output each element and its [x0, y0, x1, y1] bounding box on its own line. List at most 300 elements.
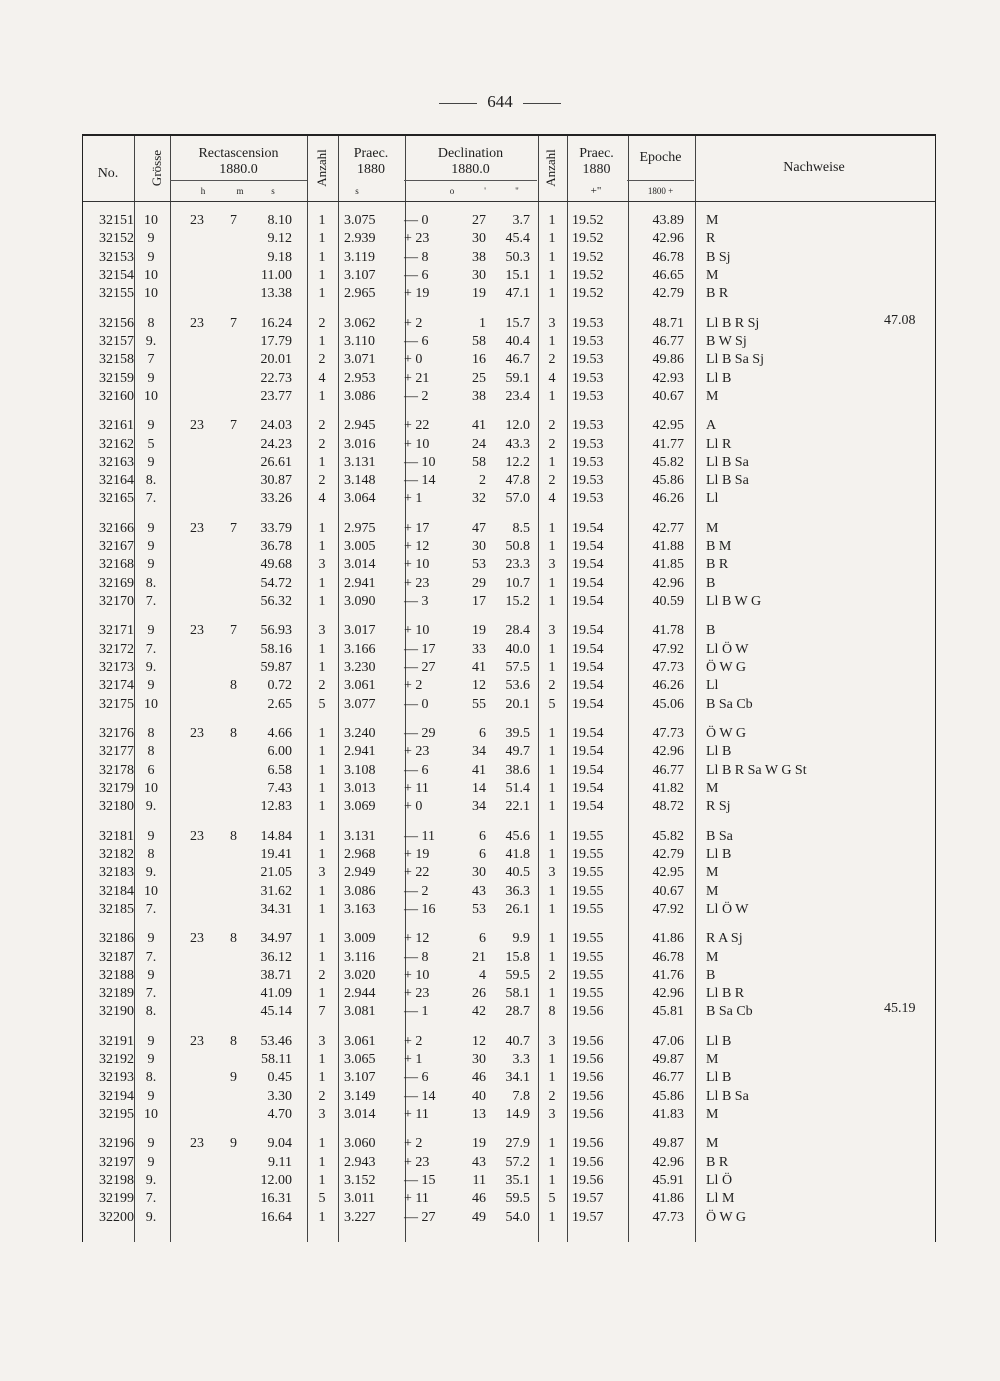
header-decl-sec: "	[515, 186, 519, 196]
cell-groesse: 8.	[145, 1004, 157, 1020]
table-row	[0, 1172, 1000, 1190]
cell-praec: 2.944	[344, 986, 376, 1002]
cell-decl-min: 16	[472, 352, 486, 368]
cell-groesse: 5	[147, 436, 155, 452]
cell-ra-m: 7	[230, 520, 237, 536]
cell-decl-sec: 35.1	[505, 1173, 530, 1188]
cell-decl-min: 46	[472, 1070, 486, 1086]
cell-decl-min: 19	[472, 286, 486, 302]
cell-praec: 3.061	[344, 1033, 376, 1049]
cell-decl-min: 40	[472, 1088, 486, 1104]
cell-praec: 3.131	[344, 454, 376, 470]
cell-ra-s: 9.18	[267, 249, 292, 265]
table-row	[0, 212, 1000, 230]
cell-decl-sec: 59.5	[505, 967, 530, 983]
cell-decl-deg: — 29	[404, 726, 436, 741]
cell-groesse: 9	[147, 370, 155, 386]
table-row	[0, 333, 1000, 351]
cell-groesse: 9	[147, 1136, 155, 1152]
cell-praec: 3.061	[344, 678, 376, 694]
cell-decl-deg: — 11	[404, 828, 435, 844]
cell-ra-s: 9.11	[268, 1154, 292, 1170]
cell-praec: 3.086	[344, 883, 376, 899]
cell-no: 32162	[99, 436, 134, 452]
table-row	[0, 1003, 1000, 1021]
cell-decl-min: 33	[472, 641, 486, 657]
table-row	[0, 490, 1000, 508]
cell-anzahl2: 3	[548, 315, 556, 331]
cell-epoche: 42.96	[652, 575, 684, 591]
cell-praec2: 19.54	[572, 799, 604, 815]
cell-nachweise: B Sa Cb	[706, 1004, 753, 1020]
cell-anzahl2: 1	[548, 249, 556, 265]
cell-no: 32181	[99, 828, 134, 844]
cell-praec2: 19.56	[572, 1154, 604, 1170]
cell-anzahl: 1	[318, 267, 326, 283]
cell-decl-min: 30	[472, 267, 486, 283]
cell-anzahl2: 1	[548, 949, 556, 965]
cell-decl-deg: — 2	[404, 388, 429, 404]
cell-groesse: 9	[147, 967, 155, 983]
cell-anzahl: 2	[318, 678, 326, 694]
header-epoche-unit: 1800 +	[647, 186, 674, 196]
cell-decl-deg: — 6	[404, 762, 429, 778]
cell-anzahl2: 1	[548, 883, 556, 899]
cell-epoche: 43.89	[652, 213, 684, 228]
cell-anzahl2: 1	[548, 454, 556, 470]
cell-praec2: 19.52	[572, 267, 604, 283]
cell-ra-s: 17.79	[260, 333, 292, 349]
cell-decl-min: 19	[472, 623, 486, 639]
cell-decl-sec: 26.1	[505, 901, 530, 917]
cell-decl-sec: 51.4	[505, 780, 530, 796]
cell-praec2: 19.53	[572, 333, 604, 349]
cell-no: 32184	[99, 883, 134, 899]
cell-nachweise: Ll B R Sa W G St	[706, 762, 807, 778]
cell-groesse: 9	[147, 623, 155, 639]
cell-no: 32200	[99, 1209, 134, 1225]
cell-decl-sec: 10.7	[505, 575, 530, 591]
cell-decl-sec: 40.5	[505, 865, 530, 881]
cell-anzahl: 1	[318, 231, 326, 247]
cell-praec: 3.240	[344, 726, 376, 741]
cell-epoche: 49.86	[652, 352, 684, 368]
header-decl-epoch: 1880.0	[451, 162, 490, 177]
cell-nachweise: M	[706, 267, 719, 283]
cell-praec2: 19.54	[572, 557, 604, 573]
cell-ra-h: 23	[190, 418, 204, 434]
cell-anzahl: 1	[318, 286, 326, 302]
cell-nachweise: R	[706, 231, 716, 247]
page-number: 644	[0, 92, 1000, 112]
cell-nachweise: B R	[706, 286, 729, 302]
cell-ra-s: 49.68	[260, 557, 292, 573]
cell-decl-sec: 12.0	[505, 418, 530, 434]
header-anzahl-2: Anzahl	[543, 149, 558, 187]
cell-decl-sec: 57.5	[505, 660, 530, 675]
cell-groesse: 10	[144, 780, 158, 796]
cell-anzahl2: 1	[548, 594, 556, 609]
cell-decl-sec: 27.9	[505, 1136, 530, 1152]
cell-praec2: 19.54	[572, 780, 604, 796]
cell-praec: 3.116	[344, 949, 375, 965]
table-row	[0, 556, 1000, 574]
cell-praec: 2.939	[344, 231, 376, 247]
cell-epoche: 46.77	[652, 762, 684, 778]
cell-ra-s: 58.11	[261, 1052, 292, 1068]
table-row	[0, 985, 1000, 1003]
cell-ra-s: 6.58	[267, 762, 292, 778]
header-ra-title: Rectascension	[198, 146, 279, 161]
cell-epoche: 45.86	[652, 1088, 684, 1104]
cell-anzahl: 1	[318, 333, 326, 349]
header-groesse: Grösse	[149, 149, 164, 187]
cell-anzahl2: 1	[548, 931, 556, 947]
cell-no: 32154	[99, 267, 134, 283]
cell-groesse: 9	[147, 231, 155, 247]
table-row	[0, 593, 1000, 611]
cell-anzahl: 5	[318, 1191, 326, 1207]
cell-groesse: 7.	[145, 491, 157, 507]
cell-ra-s: 4.70	[267, 1107, 292, 1122]
cell-decl-deg: — 16	[404, 901, 436, 917]
cell-praec2: 19.54	[572, 594, 604, 609]
cell-no: 32197	[99, 1154, 134, 1170]
cell-anzahl2: 2	[548, 473, 556, 489]
cell-groesse: 7.	[145, 641, 157, 657]
cell-ra-s: 9.04	[267, 1136, 292, 1152]
cell-praec2: 19.54	[572, 539, 604, 555]
cell-nachweise: B Sj	[706, 249, 731, 265]
cell-epoche: 46.78	[652, 949, 684, 965]
cell-decl-deg: — 14	[404, 1088, 436, 1104]
cell-decl-deg: — 10	[404, 454, 436, 470]
cell-praec: 3.016	[344, 436, 376, 452]
cell-decl-sec: 7.8	[512, 1088, 530, 1104]
cell-decl-min: 21	[472, 949, 486, 965]
cell-no: 32174	[99, 678, 134, 694]
table-row	[0, 230, 1000, 248]
cell-anzahl: 4	[318, 491, 326, 507]
cell-groesse: 9	[147, 931, 155, 947]
header-ra-h: h	[200, 186, 206, 196]
cell-praec: 3.014	[344, 557, 376, 573]
cell-nachweise: M	[706, 1052, 719, 1068]
cell-no: 32156	[99, 315, 134, 331]
cell-praec2: 19.54	[572, 762, 604, 778]
table-row	[0, 538, 1000, 556]
cell-praec2: 19.55	[572, 828, 604, 844]
table-row	[0, 1190, 1000, 1208]
cell-praec: 3.081	[344, 1004, 376, 1020]
cell-anzahl: 1	[318, 1173, 326, 1188]
cell-nachweise: Ö W G	[706, 726, 746, 741]
cell-praec: 3.011	[344, 1191, 375, 1207]
cell-decl-deg: + 19	[404, 286, 430, 302]
cell-anzahl2: 1	[548, 799, 556, 815]
cell-praec2: 19.56	[572, 1052, 604, 1068]
cell-anzahl2: 3	[548, 865, 556, 881]
cell-praec2: 19.54	[572, 678, 604, 694]
cell-decl-sec: 15.8	[505, 949, 530, 965]
table-row	[0, 351, 1000, 369]
cell-anzahl2: 1	[548, 520, 556, 536]
cell-decl-deg: + 23	[404, 575, 430, 591]
cell-decl-deg: + 23	[404, 231, 430, 247]
cell-anzahl2: 3	[548, 1107, 556, 1122]
cell-nachweise: Ll	[706, 678, 719, 694]
cell-decl-min: 34	[472, 799, 486, 815]
cell-decl-deg: + 11	[404, 780, 429, 796]
cell-decl-min: 6	[479, 846, 486, 862]
cell-decl-sec: 38.6	[505, 762, 530, 778]
cell-nachweise: Ll Ö	[706, 1173, 733, 1188]
cell-praec2: 19.55	[572, 846, 604, 862]
cell-praec2: 19.55	[572, 986, 604, 1002]
cell-praec: 3.086	[344, 388, 376, 404]
cell-praec: 3.060	[344, 1136, 376, 1152]
cell-ra-s: 12.00	[260, 1173, 292, 1188]
cell-anzahl2: 4	[548, 370, 556, 386]
cell-decl-deg: — 14	[404, 473, 436, 489]
cell-decl-sec: 39.5	[505, 726, 530, 741]
cell-praec2: 19.55	[572, 949, 604, 965]
cell-decl-deg: + 23	[404, 986, 430, 1002]
cell-no: 32160	[99, 388, 134, 404]
table-row	[0, 249, 1000, 267]
cell-ra-s: 41.09	[260, 986, 292, 1002]
cell-anzahl2: 1	[548, 1136, 556, 1152]
cell-epoche: 48.71	[652, 315, 684, 331]
cell-anzahl: 1	[318, 213, 326, 228]
cell-groesse: 8	[147, 846, 155, 862]
cell-nachweise: M	[706, 780, 719, 796]
cell-decl-min: 6	[479, 726, 486, 741]
cell-nachweise: B	[706, 623, 716, 639]
cell-praec: 3.148	[344, 473, 376, 489]
cell-groesse: 9	[147, 557, 155, 573]
cell-nachweise: Ll B	[706, 1033, 732, 1049]
cell-decl-deg: + 19	[404, 846, 430, 862]
cell-anzahl2: 1	[548, 1173, 556, 1188]
cell-no: 32167	[99, 539, 134, 555]
table-row	[0, 743, 1000, 761]
cell-praec: 3.107	[344, 1070, 376, 1086]
cell-anzahl2: 5	[548, 696, 556, 712]
cell-ra-s: 34.97	[260, 931, 292, 947]
cell-nachweise: B Sa	[706, 828, 733, 844]
cell-decl-min: 43	[472, 883, 486, 899]
cell-no: 32173	[99, 660, 134, 675]
cell-praec2: 19.52	[572, 249, 604, 265]
cell-epoche: 41.83	[652, 1107, 684, 1122]
cell-anzahl2: 1	[548, 1070, 556, 1086]
cell-ra-s: 34.31	[260, 901, 292, 917]
cell-decl-sec: 59.5	[505, 1191, 530, 1207]
cell-ra-s: 30.87	[260, 473, 292, 489]
header-nachweise: Nachweise	[783, 160, 845, 175]
cell-ra-m: 8	[230, 828, 237, 844]
cell-decl-sec: 8.5	[512, 520, 530, 536]
cell-ra-h: 23	[190, 828, 204, 844]
cell-no: 32189	[99, 986, 134, 1002]
cell-decl-sec: 50.3	[505, 249, 530, 265]
cell-anzahl: 1	[318, 1070, 326, 1086]
cell-epoche: 41.86	[652, 1191, 684, 1207]
cell-anzahl: 2	[318, 418, 326, 434]
cell-anzahl2: 1	[548, 388, 556, 404]
cell-decl-min: 38	[472, 249, 486, 265]
cell-nachweise: B R	[706, 1154, 729, 1170]
cell-decl-deg: — 1	[404, 1004, 429, 1020]
cell-decl-min: 53	[472, 901, 486, 917]
cell-epoche: 41.86	[652, 931, 684, 947]
cell-ra-h: 23	[190, 1136, 204, 1152]
cell-decl-deg: + 2	[404, 1033, 423, 1049]
cell-no: 32187	[99, 949, 134, 965]
cell-decl-min: 24	[472, 436, 486, 452]
cell-groesse: 7.	[145, 949, 157, 965]
cell-anzahl: 1	[318, 388, 326, 404]
cell-anzahl2: 1	[548, 780, 556, 796]
cell-nachweise: M	[706, 1107, 719, 1122]
table-row	[0, 828, 1000, 846]
cell-nachweise: Ll Ö W	[706, 641, 749, 657]
cell-decl-sec: 23.3	[505, 557, 530, 573]
cell-anzahl: 3	[318, 623, 326, 639]
cell-anzahl: 5	[318, 696, 326, 712]
cell-decl-deg: + 10	[404, 557, 430, 573]
cell-epoche: 47.06	[652, 1033, 684, 1049]
cell-ra-m: 9	[230, 1136, 237, 1152]
cell-groesse: 9.	[145, 865, 157, 881]
header-epoche: Epoche	[639, 150, 682, 165]
cell-decl-min: 12	[472, 1033, 486, 1049]
cell-groesse: 9	[147, 678, 155, 694]
cell-anzahl2: 1	[548, 333, 556, 349]
table-row	[0, 641, 1000, 659]
table-row	[0, 267, 1000, 285]
cell-praec2: 19.54	[572, 623, 604, 639]
cell-decl-min: 6	[479, 828, 486, 844]
cell-praec: 3.017	[344, 623, 376, 639]
cell-anzahl2: 1	[548, 1209, 556, 1225]
cell-epoche: 47.92	[652, 901, 684, 917]
cell-anzahl2: 1	[548, 846, 556, 862]
cell-praec: 2.953	[344, 370, 376, 386]
cell-praec: 3.110	[344, 333, 375, 349]
cell-ra-s: 0.72	[267, 678, 292, 694]
cell-no: 32196	[99, 1136, 134, 1152]
cell-groesse: 9	[147, 1088, 155, 1104]
cell-ra-s: 56.32	[260, 594, 292, 609]
cell-praec2: 19.54	[572, 575, 604, 591]
cell-decl-sec: 28.4	[505, 623, 530, 639]
cell-praec2: 19.56	[572, 1107, 604, 1122]
cell-ra-m: 8	[230, 678, 237, 694]
cell-praec2: 19.53	[572, 491, 604, 507]
cell-groesse: 9	[147, 454, 155, 470]
cell-epoche: 42.96	[652, 1154, 684, 1170]
cell-no: 32185	[99, 901, 134, 917]
cell-decl-min: 46	[472, 1191, 486, 1207]
cell-ra-s: 54.72	[260, 575, 292, 591]
cell-decl-min: 49	[472, 1209, 486, 1225]
cell-decl-min: 25	[472, 370, 486, 386]
cell-praec2: 19.52	[572, 231, 604, 247]
cell-nachweise: B R	[706, 557, 729, 573]
table-row	[0, 1069, 1000, 1087]
cell-ra-s: 33.79	[260, 520, 292, 536]
cell-praec: 3.131	[344, 828, 376, 844]
cell-ra-s: 26.61	[260, 454, 292, 470]
cell-decl-min: 29	[472, 575, 486, 591]
cell-praec: 3.090	[344, 594, 376, 609]
cell-anzahl2: 2	[548, 967, 556, 983]
table-row	[0, 967, 1000, 985]
cell-praec: 3.069	[344, 799, 376, 815]
cell-decl-deg: — 17	[404, 641, 436, 657]
cell-decl-deg: + 0	[404, 799, 423, 815]
cell-praec: 3.166	[344, 641, 376, 657]
table-row	[0, 1106, 1000, 1124]
cell-anzahl: 1	[318, 901, 326, 917]
cell-ra-s: 53.46	[260, 1033, 292, 1049]
cell-decl-sec: 34.1	[505, 1070, 530, 1086]
cell-epoche: 45.81	[652, 1004, 684, 1020]
table-row	[0, 454, 1000, 472]
cell-epoche: 42.95	[652, 865, 684, 881]
cell-ra-s: 9.12	[267, 231, 292, 247]
cell-nachweise: Ll B R Sj	[706, 315, 760, 331]
cell-ra-h: 23	[190, 213, 204, 228]
cell-praec2: 19.54	[572, 641, 604, 657]
cell-no: 32179	[99, 780, 134, 796]
cell-decl-deg: + 2	[404, 315, 423, 331]
cell-ra-m: 7	[230, 418, 237, 434]
cell-praec2: 19.56	[572, 1070, 604, 1086]
cell-decl-min: 55	[472, 696, 486, 712]
cell-decl-deg: — 2	[404, 883, 429, 899]
cell-no: 32195	[99, 1107, 134, 1122]
cell-anzahl: 1	[318, 828, 326, 844]
cell-decl-sec: 9.9	[512, 931, 530, 947]
cell-praec: 2.941	[344, 744, 376, 760]
cell-anzahl2: 1	[548, 539, 556, 555]
cell-nachweise: M	[706, 213, 719, 228]
cell-no: 32188	[99, 967, 134, 983]
cell-ra-s: 0.45	[267, 1070, 292, 1086]
cell-anzahl2: 1	[548, 726, 556, 741]
cell-decl-min: 4	[479, 967, 486, 983]
cell-praec: 2.945	[344, 418, 376, 434]
cell-no: 32194	[99, 1088, 134, 1104]
cell-epoche: 48.72	[652, 799, 684, 815]
cell-nachweise: Ll B W G	[706, 594, 762, 609]
cell-praec2: 19.57	[572, 1191, 604, 1207]
cell-nachweise: B	[706, 967, 716, 983]
cell-anzahl2: 4	[548, 491, 556, 507]
cell-anzahl: 1	[318, 249, 326, 265]
cell-ra-s: 21.05	[260, 865, 292, 881]
margin-value: 45.19	[884, 1001, 916, 1017]
cell-decl-deg: — 27	[404, 660, 436, 675]
cell-epoche: 46.77	[652, 333, 684, 349]
header-praec2-year: 1880	[582, 162, 611, 177]
cell-nachweise: B W Sj	[706, 333, 747, 349]
header-anzahl: Anzahl	[314, 149, 329, 187]
cell-praec: 3.108	[344, 762, 376, 778]
